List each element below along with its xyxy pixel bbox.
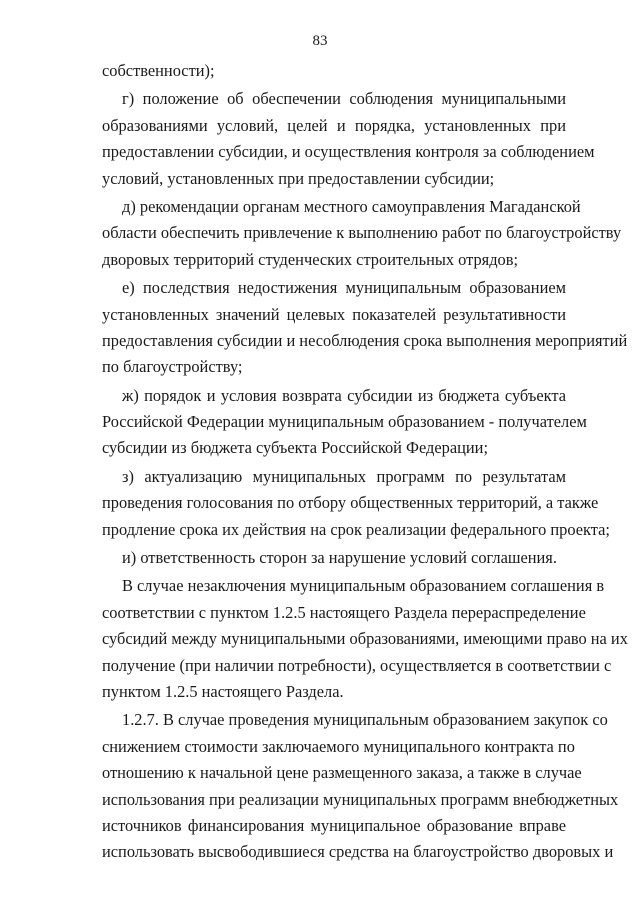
text-line: проведения голосования по отбору общественных территорий, а также xyxy=(102,493,599,513)
text-line: д) рекомендации органам местного самоуправления Магаданской xyxy=(122,196,581,216)
document-body xyxy=(102,58,628,866)
text-line: субсидий между муниципальными образованиями, имеющими право на их xyxy=(102,629,628,649)
paragraph-item-g xyxy=(102,86,595,192)
paragraph-continuation xyxy=(102,58,566,84)
text-line: использования при реализации муниципальных программ внебюджетных xyxy=(102,789,619,809)
text-line: ж) порядок и условия возврата субсидии из бюджета субъекта xyxy=(122,385,566,405)
paragraph-item-zh xyxy=(102,383,587,462)
text-line: дворовых территорий студенческих строительных отрядов; xyxy=(102,249,519,269)
paragraph-non-conclusion xyxy=(102,573,628,705)
text-line: В случае незаключения муниципальным образованием соглашения в xyxy=(122,576,605,596)
text-line: использовать высвободившиеся средства на благоустройство дворовых и xyxy=(102,842,614,862)
text-line: 1.2.7. В случае проведения муниципальным образованием закупок со xyxy=(122,710,608,730)
text-line: пунктом 1.2.5 настоящего Раздела. xyxy=(102,681,344,701)
paragraph-item-e xyxy=(102,275,628,381)
paragraph-clause-1-2-7 xyxy=(102,707,619,865)
text-line: з) актуализацию муниципальных программ по результатам xyxy=(122,466,566,486)
text-line: соответствии с пунктом 1.2.5 настоящего Раздела перераспределение xyxy=(102,602,586,622)
text-line: отношению к начальной цене размещенного заказа, а также в случае xyxy=(102,763,582,783)
text-line: субсидии из бюджета субъекта Российской Федерации; xyxy=(102,438,488,458)
text-line: Российской Федерации муниципальным образованием - получателем xyxy=(102,412,587,432)
text-line: установленных значений целевых показателей результативности xyxy=(102,304,566,324)
text-line: е) последствия недостижения муниципальным образованием xyxy=(122,278,566,298)
paragraph-item-i xyxy=(102,545,566,571)
page-number: 83 xyxy=(312,33,328,49)
text-line: области обеспечить привлечение к выполнению работ по благоустройству xyxy=(102,223,622,243)
text-line: предоставлении субсидии, и осуществления контроля за соблюдением xyxy=(102,142,595,162)
text-line: и) ответственность сторон за нарушение условий соглашения. xyxy=(122,548,557,568)
text-line: предоставления субсидии и несоблюдения срока выполнения мероприятий xyxy=(102,330,628,350)
paragraph-item-z xyxy=(102,464,610,543)
text-line: собственности); xyxy=(102,61,215,80)
text-line: образованиями условий, целей и порядка, установленных при xyxy=(102,115,566,135)
text-line: г) положение об обеспечении соблюдения муниципальными xyxy=(122,89,566,109)
text-line: условий, установленных при предоставлении субсидии; xyxy=(102,168,495,188)
text-line: источников финансирования муниципальное образование вправе xyxy=(102,815,566,835)
text-line: получение (при наличии потребности), осуществляется в соответствии с xyxy=(102,655,612,675)
text-line: по благоустройству; xyxy=(102,357,243,377)
paragraph-item-d xyxy=(102,194,622,273)
text-line: снижением стоимости заключаемого муниципального контракта по xyxy=(102,736,575,756)
text-line: продление срока их действия на срок реализации федерального проекта; xyxy=(102,519,610,539)
